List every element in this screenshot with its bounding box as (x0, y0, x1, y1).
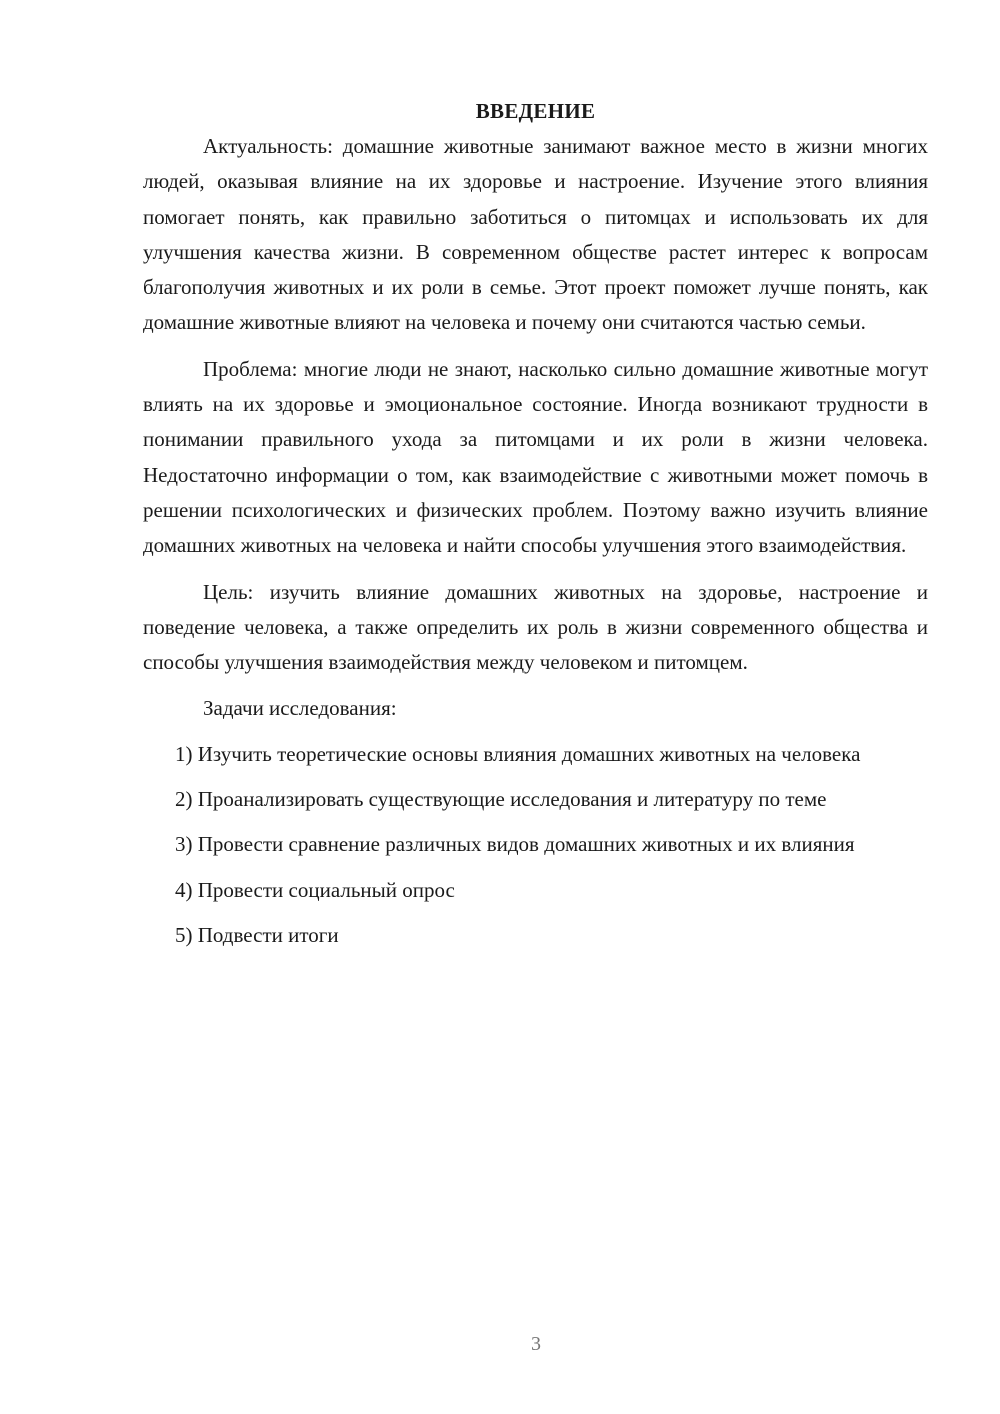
page-number: 3 (531, 1333, 541, 1355)
task-item-3: 3) Провести сравнение различных видов домашних животных и их влияния (175, 832, 855, 857)
task-item-5: 5) Подвести итоги (175, 922, 339, 947)
paragraph-problem: Проблема: многие люди не знают, насколько сильно домашние животные могут влиять на их здоровье и эмоциональное состояние. Иногда возникают трудности в понимании правильного ухода за питомцами и их роли в жизни человека. Недостаточно информации о том, как взаимодействие с животными может помочь в решении психологических и физических проблем. Поэтому важно изучить влияние домашних животных на человека и найти способы улучшения этого взаимодействия. (143, 356, 928, 558)
task-item-2: 2) Проанализировать существующие исследования и литературу по теме (175, 787, 827, 812)
tasks-heading: Задачи исследования: (203, 696, 397, 721)
paragraph-goal: Цель: изучить влияние домашних животных на здоровье, настроение и поведение человека, а также определить их роль в жизни современного общества и способы улучшения взаимодействия между человеком и питомцем. (143, 579, 928, 675)
task-item-1: 1) Изучить теоретические основы влияния домашних животных на человека (175, 741, 861, 766)
document-body (143, 94, 928, 963)
paragraph-relevance: Актуальность: домашние животные занимают важное место в жизни многих людей, оказывая влияние на их здоровье и настроение. Изучение этого влияния помогает понять, как правильно заботиться о питомцах и использовать их для улучшения качества жизни. В современном обществе растет интерес к вопросам благополучия животных и их роли в семье. Этот проект поможет лучше понять, как домашние животные влияют на человека и почему они считаются частью семьи. (143, 134, 928, 335)
task-item-4: 4) Провести социальный опрос (175, 877, 455, 902)
section-title: ВВЕДЕНИЕ (475, 99, 596, 123)
